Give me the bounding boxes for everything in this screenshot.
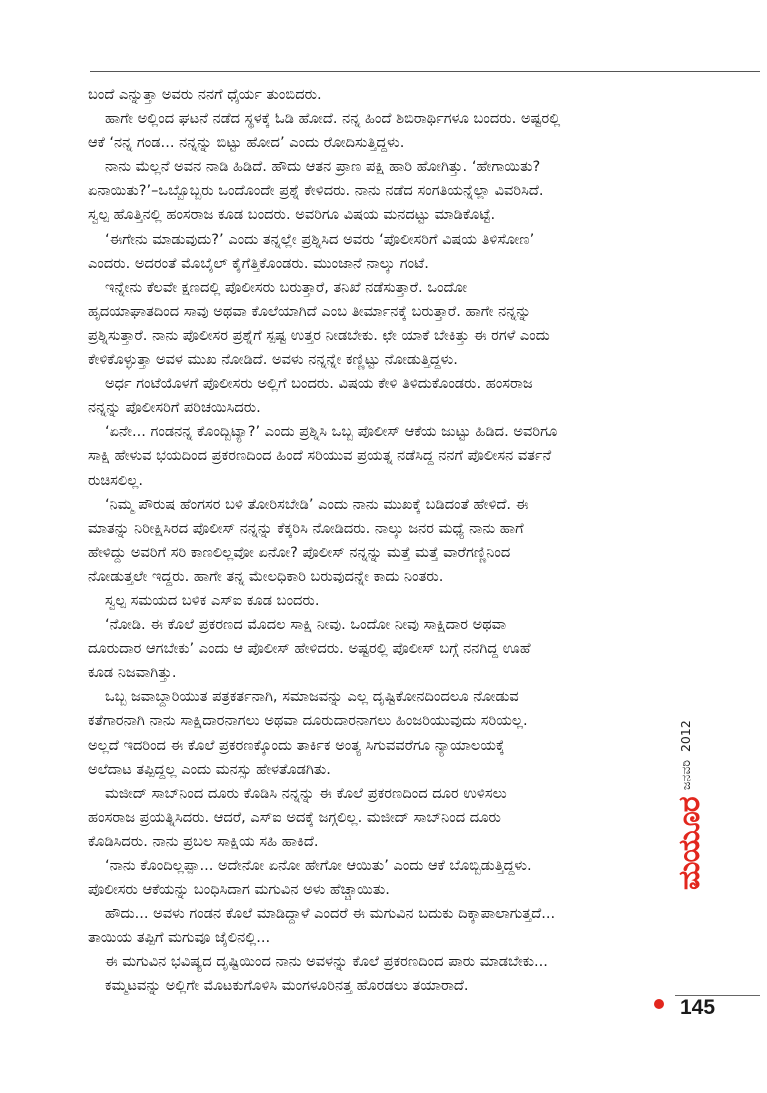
issue-year: 2012 [678,720,693,753]
text-line: ಎಂದರು. ಅದರಂತೆ ಮೊಬೈಲ್ ಕೈಗೆತ್ತಿಕೊಂಡರು. ಮುಂಜಾನೆ ನಾಲ್ಕು ಗಂಟೆ. [88,254,429,272]
text-line: ರುಚಿಸಲಿಲ್ಲ. [88,471,144,489]
text-line: ಅಲ್ಲದೆ ಇದರಿಂದ ಈ ಕೊಲೆ ಪ್ರಕರಣಕ್ಕೊಂದು ತಾರ್ಕಿಕ ಅಂತ್ಯ ಸಿಗುವವರೆಗೂ ನ್ಯಾಯಾಲಯಕ್ಕೆ [88,736,505,754]
text-line: ಪ್ರಶ್ನಿಸುತ್ತಾರೆ. ನಾನು ಪೊಲೀಸರ ಪ್ರಶ್ನೆಗೆ ಸ್ಪಷ್ಟ ಉತ್ತರ ನೀಡಬೇಕು. ಛೇ ಯಾಕೆ ಬೇಕಿತ್ತು ಈ ರಗಳೆ ಎಂದು [88,326,550,344]
text-line: ಅರ್ಧ ಗಂಟೆಯೊಳಗೆ ಪೊಲೀಸರು ಅಲ್ಲಿಗೆ ಬಂದರು. ವಿಷಯ ಕೇಳಿ ತಿಳಿದುಕೊಂಡರು. ಹಂಸರಾಜ [105,375,533,393]
text-line: ಆಕೆ ‘ನನ್ನ ಗಂಡ... ನನ್ನನ್ನು ಬಿಟ್ಟು ಹೋದ’ ಎಂದು ರೋದಿಸುತ್ತಿದ್ದಳು. [88,134,405,152]
text-line: ಕೂಡ ನಿಜವಾಗಿತ್ತು. [88,664,177,682]
text-line: ಪೊಲೀಸರು ಆಕೆಯನ್ನು ಬಂಧಿಸಿದಾಗ ಮಗುವಿನ ಅಳು ಹೆಚ್ಚಾಯಿತು. [88,881,390,899]
text-line: ಮಾತನ್ನು ನಿರೀಕ್ಷಿಸಿರದ ಪೊಲೀಸ್ ನನ್ನನ್ನು ಕೆಕ್ಕರಿಸಿ ನೋಡಿದರು. ನಾಲ್ಕು ಜನರ ಮಧ್ಯೆ ನಾನು ಹಾಗೆ [88,519,524,537]
text-line: ಕಮ್ಮಟವನ್ನು ಅಲ್ಲಿಗೇ ಮೊಟಕುಗೊಳಿಸಿ ಮಂಗಳೂರಿನತ್ತ ಹೊರಡಲು ತಯಾರಾದೆ. [105,977,469,995]
text-line: ಬಂದೆ ಎನ್ನುತ್ತಾ ಅವರು ನನಗೆ ಧೈರ್ಯ ತುಂಬಿದರು. [88,86,322,103]
text-line: ಹಾಗೇ ಅಲ್ಲಿಂದ ಘಟನೆ ನಡೆದ ಸ್ಥಳಕ್ಕೆ ಓಡಿ ಹೋದೆ. ನನ್ನ ಹಿಂದೆ ಶಿಬಿರಾರ್ಥಿಗಳೂ ಬಂದರು. ಅಷ್ಟರಲ್ಲಿ [105,110,561,128]
text-line: ಇನ್ನೇನು ಕೆಲವೇ ಕ್ಷಣದಲ್ಲಿ ಪೊಲೀಸರು ಬರುತ್ತಾರೆ, ತನಿಖೆ ನಡೆಸುತ್ತಾರೆ. ಒಂದೋ [105,278,468,296]
text-line: ಒಬ್ಬ ಜವಾಬ್ದಾರಿಯುತ ಪತ್ರಕರ್ತನಾಗಿ, ಸಮಾಜವನ್ನು ಎಲ್ಲ ದೃಷ್ಟಿಕೋನದಿಂದಲೂ ನೋಡುವ [105,688,519,706]
text-line: ನನ್ನನ್ನು ಪೊಲೀಸರಿಗೆ ಪರಿಚಯಿಸಿದರು. [88,399,261,417]
text-line: ನಾನು ಮೆಲ್ಲನೆ ಅವನ ನಾಡಿ ಹಿಡಿದೆ. ಹೌದು ಆತನ ಪ್ರಾಣ ಪಕ್ಷಿ ಹಾರಿ ಹೋಗಿತ್ತು. ‘ಹೇಗಾಯಿತು? [105,158,541,176]
text-line: ನೋಡುತ್ತಲೇ ಇದ್ದರು. ಹಾಗೇ ತನ್ನ ಮೇಲಧಿಕಾರಿ ಬರುವುದನ್ನೇ ಕಾದು ನಿಂತರು. [88,567,444,585]
text-line: ಮಜೀದ್ ಸಾಬ್‌ನಿಂದ ದೂರು ಕೊಡಿಸಿ ನನ್ನನ್ನು ಈ ಕೊಲೆ ಪ್ರಕರಣದಿಂದ ದೂರ ಉಳಿಸಲು [105,784,507,802]
text-line: ಈ ಮಗುವಿನ ಭವಿಷ್ಯದ ದೃಷ್ಟಿಯಿಂದ ನಾನು ಅವಳನ್ನು ಕೊಲೆ ಪ್ರಕರಣದಿಂದ ಪಾರು ಮಾಡಬೇಕು... [105,953,548,971]
text-line: ‘ನಾನು ಕೊಂದಿಲ್ಲಪ್ಪಾ... ಅದೇನೋ ಏನೋ ಹೇಗೋ ಆಯಿತು’ ಎಂದು ಆಕೆ ಬೊಬ್ಬಿಡುತ್ತಿದ್ದಳು. [105,857,532,874]
magazine-logo: ಮಯೂರ [672,797,707,890]
text-line: ಹಂಸರಾಜ ಪ್ರಯತ್ನಿಸಿದರು. ಆದರೆ, ಎಸ್ಐ ಅದಕ್ಕೆ ಜಗ್ಗಲಿಲ್ಲ. ಮಜೀದ್ ಸಾಬ್‌ನಿಂದ ದೂರು [88,808,501,826]
text-line: ಸ್ವಲ್ಪ ಹೊತ್ತಿನಲ್ಲಿ ಹಂಸರಾಜ ಕೂಡ ಬಂದರು. ಅವರಿಗೂ ವಿಷಯ ಮನದಟ್ಟು ಮಾಡಿಕೊಟ್ಟೆ. [88,206,496,224]
text-line: ಕೊಡಿಸಿದರು. ನಾನು ಪ್ರಬಲ ಸಾಕ್ಷಿಯ ಸಹಿ ಹಾಕಿದೆ. [88,832,319,850]
text-line: ‘ಈಗೇನು ಮಾಡುವುದು?’ ಎಂದು ತನ್ನಲ್ಲೇ ಪ್ರಶ್ನಿಸಿದ ಅವರು ‘ಪೊಲೀಸರಿಗೆ ವಿಷಯ ತಿಳಿಸೋಣ’ [105,230,535,248]
text-line: ಸ್ವಲ್ಪ ಸಮಯದ ಬಳಿಕ ಎಸ್ಐ ಕೂಡ ಬಂದರು. [105,591,320,609]
article-body [88,83,670,999]
text-line: ಹೇಳಿದ್ದು ಅವರಿಗೆ ಸರಿ ಕಾಣಲಿಲ್ಲವೋ ಏನೋ? ಪೊಲೀಸ್ ನನ್ನನ್ನು ಮತ್ತೆ ಮತ್ತೆ ವಾರೆಗಣ್ಣಿನಿಂದ [88,543,511,561]
text-line: ಏನಾಯಿತು?’–ಒಬ್ಬೊಬ್ಬರು ಒಂದೊಂದೇ ಪ್ರಶ್ನೆ ಕೇಳಿದರು. ನಾನು ನಡೆದ ಸಂಗತಿಯನ್ನೆಲ್ಲಾ ವಿವರಿಸಿದೆ. [88,182,544,200]
text-line: ಹೃದಯಾಘಾತದಿಂದ ಸಾವು ಅಥವಾ ಕೊಲೆಯಾಗಿದೆ ಎಂಬ ತೀರ್ಮಾನಕ್ಕೆ ಬರುತ್ತಾರೆ. ಹಾಗೇ ನನ್ನನ್ನು [88,302,532,320]
text-line: ಹೌದು... ಅವಳು ಗಂಡನ ಕೊಲೆ ಮಾಡಿದ್ದಾಳೆ ಎಂದರೆ ಈ ಮಗುವಿನ ಬದುಕು ದಿಕ್ಕಾಪಾಲಾಗುತ್ತದೆ... [105,905,556,923]
issue-month: ಜನವರಿ [678,760,693,790]
top-rule [90,71,760,72]
text-line: ಕೇಳಿಕೊಳ್ಳುತ್ತಾ ಅವಳ ಮುಖ ನೋಡಿದೆ. ಅವಳು ನನ್ನನ್ನೇ ಕಣ್ಣಿಟ್ಟು ನೋಡುತ್ತಿದ್ದಳು. [88,351,458,369]
text-line: ತಾಯಿಯ ತಪ್ಪಿಗೆ ಮಗುವೂ ಜೈಲಿನಲ್ಲಿ... [88,929,271,947]
text-line: ಕತೆಗಾರನಾಗಿ ನಾನು ಸಾಕ್ಷಿದಾರನಾಗಲು ಅಥವಾ ದೂರುದಾರನಾಗಲು ಹಿಂಜರಿಯುವುದು ಸರಿಯಲ್ಲ. [88,712,528,730]
text-line: ‘ಏನೇ... ಗಂಡನನ್ನ ಕೊಂದ್ಬಿಟ್ಯಾ?’ ಎಂದು ಪ್ರಶ್ನಿಸಿ ಒಬ್ಬ ಪೊಲೀಸ್ ಆಕೆಯ ಜುಟ್ಟು ಹಿಡಿದ. ಅವರಿಗೂ [105,423,558,441]
page-number: 145 [680,996,716,1019]
page-dot-icon [654,999,664,1009]
text-line: ‘ನಿಮ್ಮ ಪೌರುಷ ಹೆಂಗಸರ ಬಳಿ ತೋರಿಸಬೇಡಿ’ ಎಂದು ನಾನು ಮುಖಕ್ಕೆ ಬಡಿದಂತೆ ಹೇಳಿದೆ. ಈ [105,495,529,513]
text-line: ಅಲೆದಾಟ ತಪ್ಪಿದ್ದಲ್ಲ ಎಂದು ಮನಸ್ಸು ಹೇಳತೊಡಗಿತು. [88,760,331,778]
issue-date [678,720,694,790]
text-line: ‘ನೋಡಿ. ಈ ಕೊಲೆ ಪ್ರಕರಣದ ಮೊದಲ ಸಾಕ್ಷಿ ನೀವು. ಒಂದೋ ನೀವು ಸಾಕ್ಷಿದಾರ ಅಥವಾ [105,616,507,634]
text-line: ಸಾಕ್ಷಿ ಹೇಳುವ ಭಯದಿಂದ ಪ್ರಕರಣದಿಂದ ಹಿಂದೆ ಸರಿಯುವ ಪ್ರಯತ್ನ ನಡೆಸಿದ್ದ ನನಗೆ ಪೊಲೀಸನ ವರ್ತನೆ [88,447,552,465]
text-line: ದೂರುದಾರ ಆಗಬೇಕು’ ಎಂದು ಆ ಪೊಲೀಸ್ ಹೇಳಿದರು. ಅಷ್ಟರಲ್ಲಿ ಪೊಲೀಸ್ ಬಗ್ಗೆ ನನಗಿದ್ದ ಊಹೆ [88,640,531,658]
